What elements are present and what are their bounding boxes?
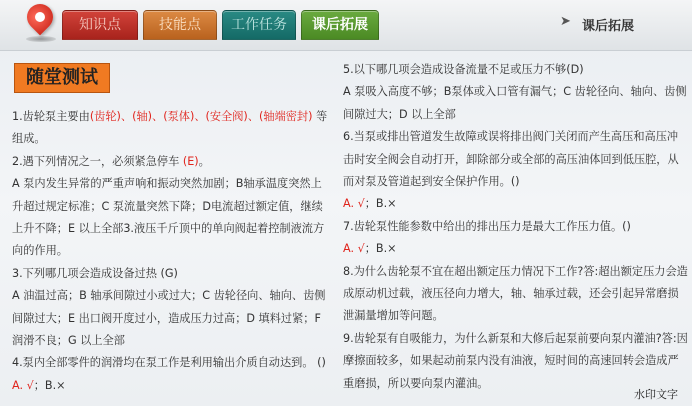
arrow-right-icon: ➤ [560, 14, 571, 29]
question-text: ；B.× [33, 378, 66, 392]
question-2 [12, 151, 328, 173]
answer-text: A. √ [12, 378, 34, 392]
tab-extension[interactable]: 课后拓展 [301, 10, 379, 40]
question-2-options: A 泵内发生异常的严重声响和振动突然加剧；B轴承温度突然上升超过规定标准；C 泵流量突然下降；D电流超过额定值，继续上升不降；E 以上全部3.液压千斤顶中的单向阀起着控制液流方向的作用。 [12, 177, 325, 258]
answer-text: (齿轮)、(轴)、(泵体)、(安全阀)、(轴端密封) [89, 110, 313, 123]
question-text: 1.齿轮泵主要由 [12, 110, 90, 123]
question-text: 4.泵内全部零件的润滑均在泵工作是利用输出介质自动达到。 () [12, 356, 326, 370]
question-3-options: A 油温过高；B 轴承间隙过小或过大；C 齿轮径向、轴向、齿侧间隙过大；E 出口阀开度过小，造成压力过高；D 填料过紧；F 润滑不良；G 以上全部 [12, 289, 326, 348]
question-7-answer [343, 238, 688, 260]
right-column [343, 59, 688, 395]
tab-tasks[interactable]: 工作任务 [222, 10, 296, 40]
question-9: 9.齿轮泵有自吸能力，为什么新泵和大修后起泵前要向泵内灌油?答:因摩擦面较多，如果起动前泵内没有油液，短时间的高速回转会造成严重磨损，所以要向泵内灌油。 [343, 331, 688, 390]
question-5-options: A 泵吸入高度不够；B泵体或入口管有漏气；C 齿轮径向、轴向、齿侧间隙过大；D 以上全部 [343, 85, 687, 121]
question-text: 。 [198, 154, 210, 168]
section-title: 随堂测试 [14, 63, 110, 93]
pin-shadow [26, 36, 56, 42]
question-1 [12, 106, 328, 151]
question-6-answer [343, 193, 688, 215]
tab-knowledge[interactable]: 知识点 [62, 10, 138, 40]
header-bar [0, 0, 692, 51]
question-text: 等组成。 [12, 110, 328, 146]
left-column [12, 106, 328, 397]
watermark: 水印文字 [634, 388, 678, 401]
question-5: 5.以下哪几项会造成设备流量不足或压力不够(D) [343, 63, 584, 76]
location-pin-icon [22, 0, 59, 35]
question-3: 3.下列哪几项会造成设备过热 (G) [12, 266, 178, 280]
tab-skills[interactable]: 技能点 [143, 10, 217, 40]
question-8: 8.为什么齿轮泵不宜在超出额定压力情况下工作?答:超出额定压力会造成原动机过载，液压径向力增大，轴、轴承过载，还会引起异常磨损泄漏量增加等问题。 [343, 264, 688, 323]
answer-text: A. √ [343, 197, 365, 211]
question-7: 7.齿轮泵性能参数中给出的排出压力是最大工作压力值。() [343, 219, 631, 233]
breadcrumb: 课后拓展 [582, 19, 635, 34]
answer-text: A. √ [343, 242, 365, 256]
answer-text: (E) [182, 154, 199, 168]
question-6: 6.当泵或排出管道发生故障或误将排出阀门关闭而产生高压和高压冲击时安全阀会自动打开，卸除部分或全部的高压油体回到低压腔，从而对泵及管道起到安全保护作用。() [343, 130, 679, 189]
question-text: ；B.× [364, 242, 397, 256]
question-text: 2.遇下列情况之一，必须紧急停车 [12, 154, 183, 168]
question-text: ；B.× [364, 197, 397, 211]
question-4 [12, 352, 328, 397]
